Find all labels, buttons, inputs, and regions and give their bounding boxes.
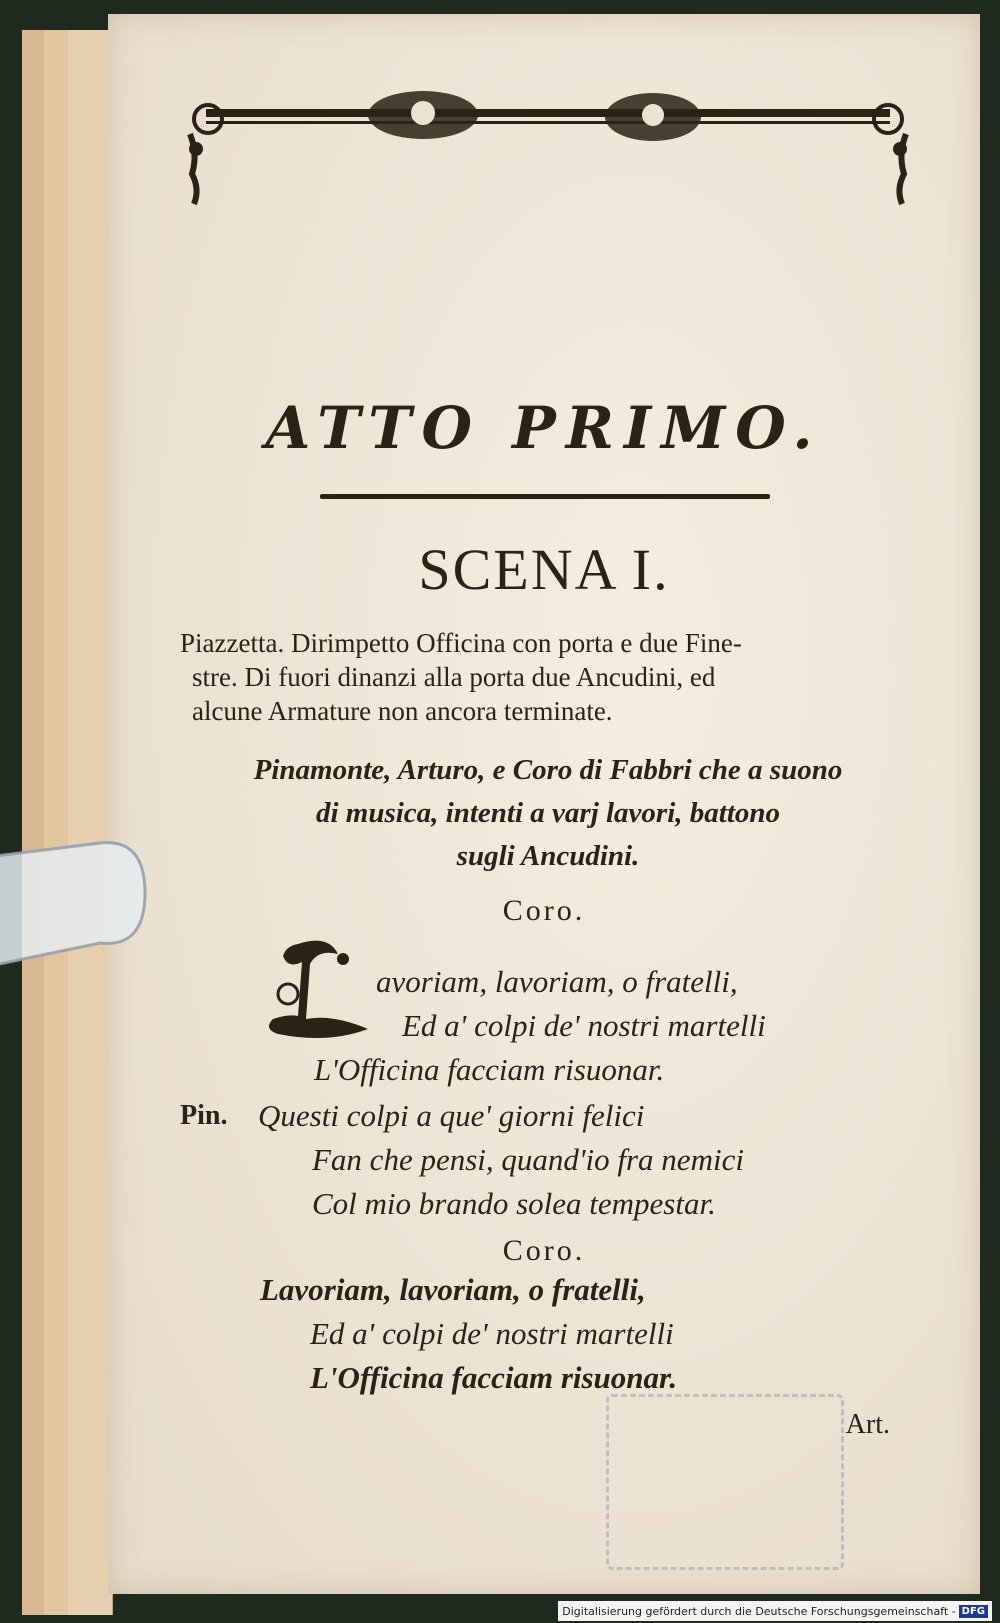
floral-ornament-border — [178, 79, 918, 209]
setting-line: stre. Di fuori dinanzi alla porta due Ancudini, ed — [192, 662, 716, 692]
verse-line: Fan che pensi, quand'io fra nemici — [312, 1142, 744, 1177]
verse-line: Ed a' colpi de' nostri martelli — [402, 1008, 766, 1043]
verse-line: Col mio brando solea tempestar. — [312, 1186, 716, 1221]
footer-text: Digitalisierung gefördert durch die Deutsche Forschungsgemeinschaft - — [562, 1604, 956, 1618]
cast-line: sugli Ancudini. — [456, 840, 640, 872]
catchword: Art. — [845, 1409, 890, 1440]
stage-setting — [180, 626, 910, 728]
chorus-label: Coro. — [502, 894, 586, 927]
cast-line: di musica, intenti a varj lavori, battono — [315, 797, 781, 829]
chorus-label: Coro. — [502, 1234, 586, 1267]
verse-line: Ed a' colpi de' nostri martelli — [310, 1316, 674, 1351]
dfg-logo: DFG — [959, 1605, 988, 1618]
book-page — [108, 14, 980, 1594]
setting-line: alcune Armature non ancora terminate. — [192, 696, 613, 726]
footer-credit — [558, 1601, 992, 1621]
verse-line: L'Officina facciam risuonar. — [314, 1052, 665, 1087]
cast-line: Pinamonte, Arturo, e Coro di Fabbri che a suono — [253, 754, 843, 786]
verse-line: Questi colpi a que' giorni felici — [258, 1098, 645, 1133]
page-clip — [0, 838, 162, 970]
decorated-initial-l — [258, 934, 378, 1044]
verse-line: Lavoriam, lavoriam, o fratelli, — [260, 1272, 646, 1307]
verse-line: L'Officina facciam risuonar. — [310, 1360, 678, 1395]
setting-line: Piazzetta. Dirimpetto Officina con porta e due Fine- — [180, 628, 742, 658]
page-edge — [68, 30, 113, 1615]
scene-title: SCENA I. — [418, 537, 670, 602]
cast-description — [168, 749, 928, 878]
library-stamp — [606, 1394, 844, 1570]
verse-line: avoriam, lavoriam, o fratelli, — [376, 964, 738, 999]
divider-rule — [320, 494, 770, 499]
speaker-label: Pin. — [180, 1100, 228, 1131]
act-title: ATTO PRIMO. — [265, 394, 823, 462]
